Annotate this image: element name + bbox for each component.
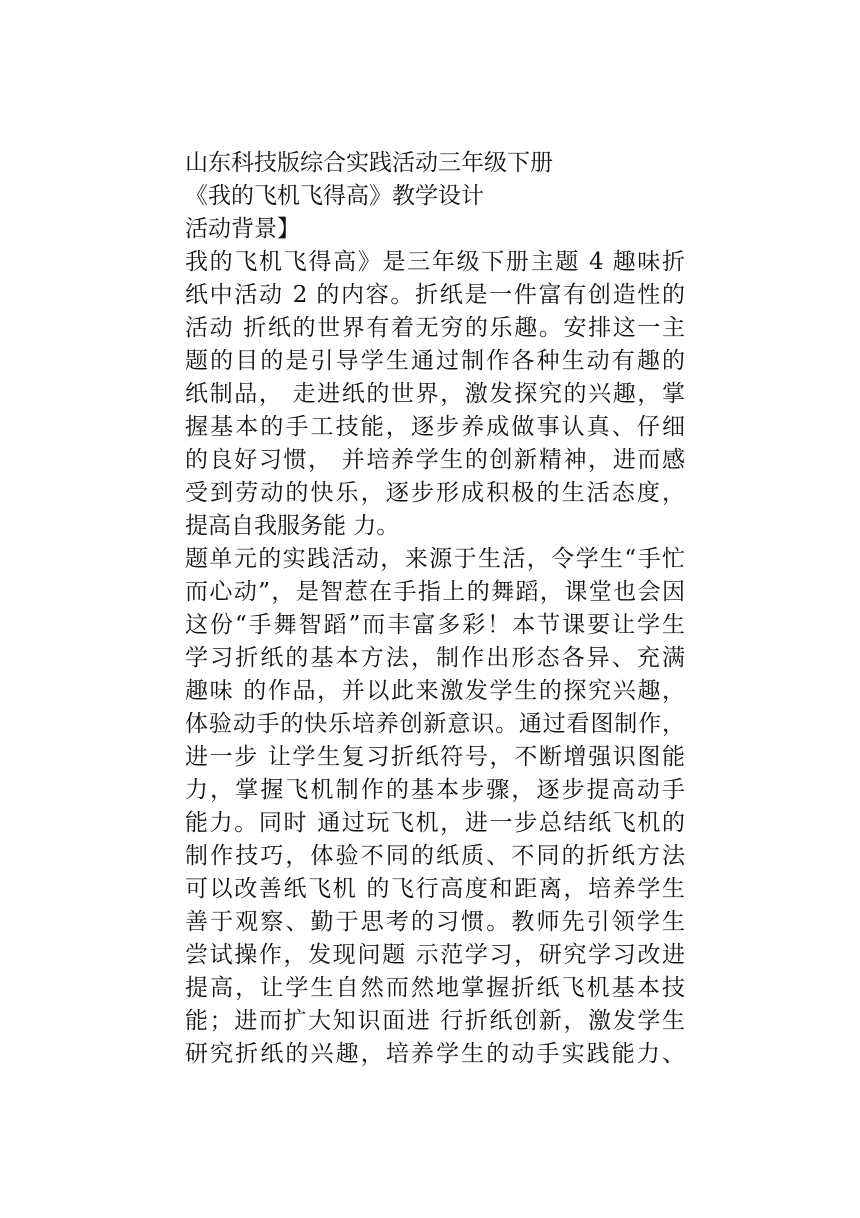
paragraph-line: 能；进而扩大知识面进 行折纸创新，激发学生	[185, 1008, 685, 1034]
paragraph-line: 趣味 的作品，并以此来激发学生的探究兴趣，	[185, 678, 685, 704]
paragraph-line: 提高自我服务能 力。	[185, 513, 400, 539]
paragraph-line: 的良好习惯， 并培养学生的创新精神，进而感	[185, 447, 685, 473]
section-heading: 活动背景】	[185, 216, 300, 242]
paragraph-line: 善于观察、勤于思考的习惯。教师先引领学生	[185, 909, 685, 935]
paragraph-line: 体验动手的快乐培养创新意识。通过看图制作，	[185, 711, 685, 737]
paragraph-line: 能力。同时 通过玩飞机，进一步总结纸飞机的	[185, 810, 685, 836]
paragraph-line: 活动 折纸的世界有着无穷的乐趣。安排这一主	[185, 315, 685, 341]
paragraph-line: 握基本的手工技能，逐步养成做事认真、仔细	[185, 414, 685, 440]
paragraph-line: 这份“手舞智蹈”而丰富多彩！本节课要让学生	[185, 612, 685, 638]
document-body	[185, 147, 685, 1071]
paragraph-line: 而心动”，是智惹在手指上的舞蹈，课堂也会因	[185, 579, 685, 605]
paragraph-line: 纸中活动 2 的内容。折纸是一件富有创造性的	[185, 282, 685, 308]
paragraph-line: 力，掌握飞机制作的基本步骤，逐步提高动手	[185, 777, 685, 803]
document-title-line-2: 《我的飞机飞得高》教学设计	[185, 183, 484, 209]
paragraph-line: 可以改善纸飞机 的飞行高度和距离，培养学生	[185, 876, 685, 902]
paragraph-line: 研究折纸的兴趣，培养学生的动手实践能力、	[185, 1041, 685, 1067]
paragraph-line: 学习折纸的基本方法，制作出形态各异、充满	[185, 645, 685, 671]
paragraph-line: 尝试操作，发现问题 示范学习，研究学习改进	[185, 942, 685, 968]
document-title-line-1: 山东科技版综合实践活动三年级下册	[185, 150, 553, 176]
paragraph-line: 制作技巧，体验不同的纸质、不同的折纸方法	[185, 843, 685, 869]
paragraph-line: 我的飞机飞得高》是三年级下册主题 4 趣味折	[185, 249, 685, 275]
paragraph-line: 题的目的是引导学生通过制作各种生动有趣的	[185, 348, 685, 374]
paragraph-line: 进一步 让学生复习折纸符号，不断增强识图能	[185, 744, 685, 770]
paragraph-line: 受到劳动的快乐，逐步形成积极的生活态度，	[185, 480, 685, 506]
paragraph-line: 提高，让学生自然而然地掌握折纸飞机基本技	[185, 975, 685, 1001]
paragraph-line: 题单元的实践活动，来源于生活，令学生“手忙	[185, 546, 685, 572]
paragraph-line: 纸制品， 走进纸的世界，激发探究的兴趣，掌	[185, 381, 685, 407]
